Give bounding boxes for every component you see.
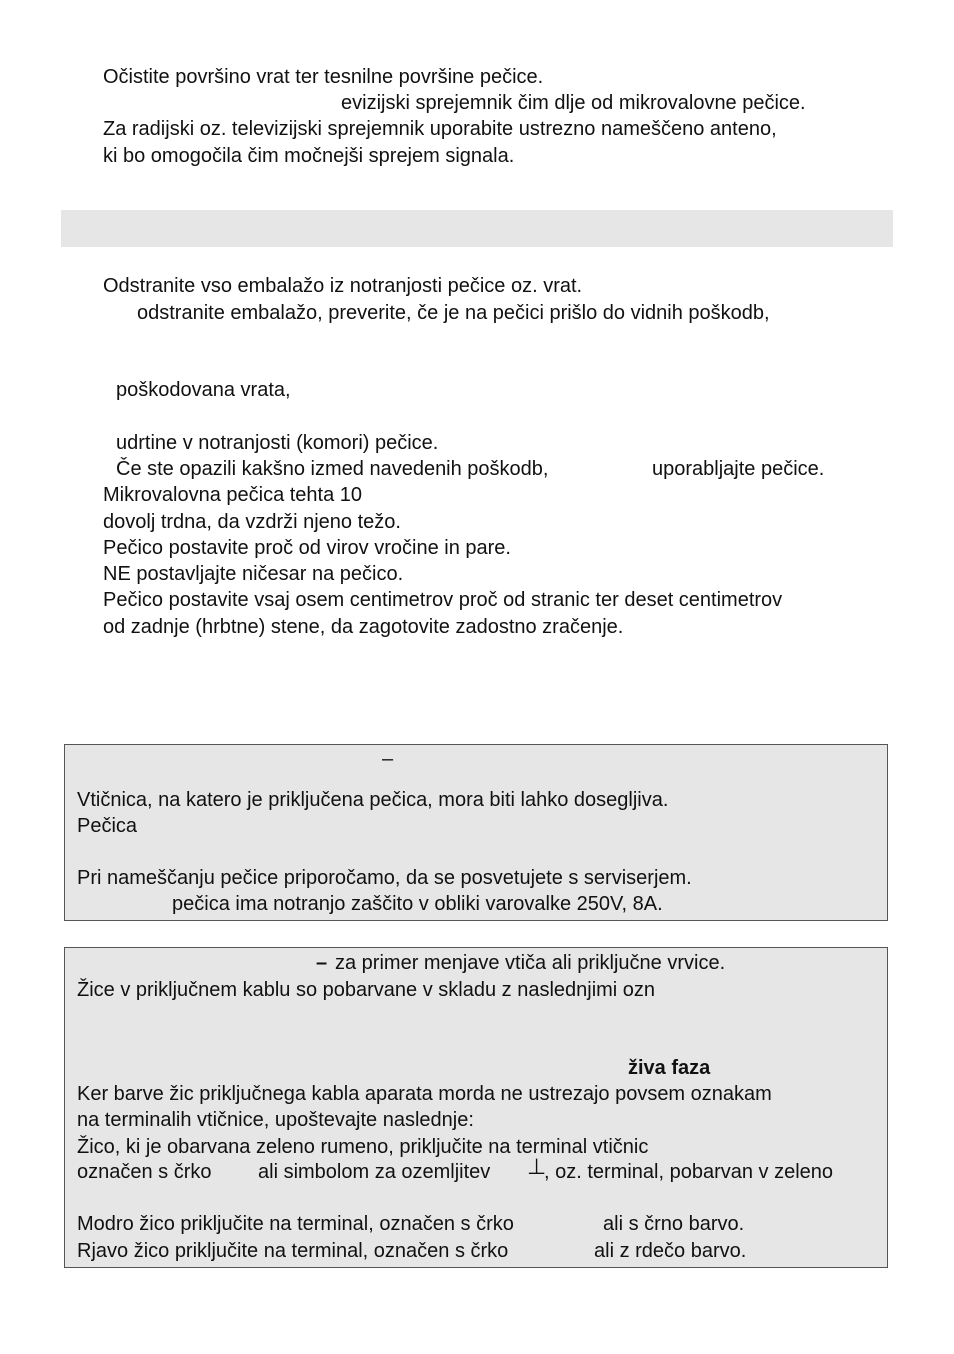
box2-line-3: Ker barve žic priključnega kabla aparata morda ne ustrezajo povsem oznakam [77, 1083, 772, 1105]
box2-line-4: na terminalih vtičnice, upoštevajte naslednje: [77, 1109, 474, 1131]
install-line-10: Pečico postavite vsaj osem centimetrov proč od stranic ter deset centimetrov [103, 589, 783, 611]
box2-line-8a: Rjavo žico priključite na terminal, označen s črko [77, 1240, 509, 1262]
box1-line-4: pečica ima notranjo zaščito v obliki varovalke 250V, 8A. [172, 893, 663, 915]
box2-line-1: za primer menjave vtiča ali priključne vrvice. [335, 952, 726, 974]
top-line-4: ki bo omogočila čim močnejši sprejem signala. [103, 145, 515, 167]
box2-line-6c: , oz. terminal, pobarvan v zeleno [544, 1161, 834, 1183]
ground-symbol-icon: ⊥ [527, 1154, 547, 1179]
install-line-6: Mikrovalovna pečica tehta 10 [103, 484, 363, 506]
box2-line-7a: Modro žico priključite na terminal, označen s črko [77, 1213, 514, 1235]
box1-line-3: Pri nameščanju pečice priporočamo, da se posvetujete s serviserjem. [77, 867, 692, 889]
install-line-8: Pečico postavite proč od virov vročine in pare. [103, 537, 511, 559]
install-line-9: NE postavljajte ničesar na pečico. [103, 563, 404, 585]
install-line-5b: uporabljajte pečice. [652, 458, 825, 480]
box2-live-phase: živa faza [628, 1057, 711, 1079]
install-line-7: dovolj trdna, da vzdrži njeno težo. [103, 511, 401, 533]
install-line-3: poškodovana vrata, [116, 379, 291, 401]
box1-dash: – [382, 748, 394, 770]
install-line-5a: Če ste opazili kakšno izmed navedenih poškodb, [116, 458, 549, 480]
box2-line-8b: ali z rdečo barvo. [594, 1240, 747, 1262]
section-heading-band [61, 210, 893, 247]
install-line-4: udrtine v notranjosti (komori) pečice. [116, 432, 439, 454]
install-line-2: odstranite embalažo, preverite, če je na pečici prišlo do vidnih poškodb, [137, 302, 770, 324]
top-line-1: Očistite površino vrat ter tesnilne površine pečice. [103, 66, 544, 88]
box1-line-1: Vtičnica, na katero je priključena pečica, mora biti lahko dosegljiva. [77, 789, 669, 811]
box2-line-5: Žico, ki je obarvana zeleno rumeno, priključite na terminal vtičnic [77, 1136, 649, 1158]
box2-line-7b: ali s črno barvo. [603, 1213, 745, 1235]
box1-line-2: Pečica [77, 815, 138, 837]
install-line-1: Odstranite vso embalažo iz notranjosti pečice oz. vrat. [103, 275, 583, 297]
top-line-2: evizijski sprejemnik čim dlje od mikrovalovne pečice. [341, 92, 806, 114]
box2-line-2: Žice v priključnem kablu so pobarvane v skladu z naslednjimi ozn [77, 979, 656, 1001]
top-line-3: Za radijski oz. televizijski sprejemnik uporabite ustrezno nameščeno anteno, [103, 118, 777, 140]
box2-line-6b: ali simbolom za ozemljitev [258, 1161, 491, 1183]
install-line-11: od zadnje (hrbtne) stene, da zagotovite zadostno zračenje. [103, 616, 624, 638]
box2-line-6a: označen s črko [77, 1161, 212, 1183]
box2-dash: – [316, 952, 328, 974]
